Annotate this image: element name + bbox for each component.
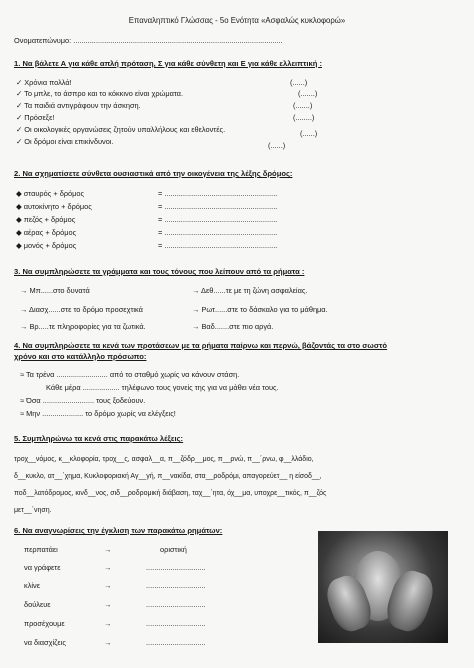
section-6-heading: 6. Να αναγνωρίσεις την έγκλιση των παρακάτω ρημάτων: — [14, 526, 223, 535]
s4-item: ≈ Όσα ......................... τους ξοδεύουν. — [20, 396, 146, 405]
s1-item: ✓ Οι δρόμοι είναι επικίνδυνοι. — [16, 137, 114, 146]
section-1-heading: 1. Να βάλετε Α για κάθε απλή πρόταση, Σ για κάθε σύνθετη και Ε για κάθε ελλειπτική : — [14, 59, 322, 68]
s6-verb: να γράφετε — [24, 563, 61, 572]
worksheet-title: Επαναληπτικό Γλώσσας - 5ο Ενότητα «Ασφαλώς κυκλοφορώ» — [128, 16, 346, 25]
name-line: Ονοματεπώνυμο: ...................................................................................................... — [14, 36, 283, 45]
s3-right: → Ρωτ......στε το δάσκαλο για το μάθημα. — [192, 305, 328, 314]
s6-verb: περπατάει — [24, 545, 58, 554]
s6-verb: να διασχίζεις — [24, 638, 66, 647]
s6-verb: δούλευε — [24, 600, 51, 609]
s5-line: δ__κυκλο, ατ__΄χημα, Κυκλοφοριακή Αγ__γή, π__νακίδα, στα__ροδρόμι, απαγορεύετ__ η είσοδ__, — [14, 473, 322, 480]
s2-item: ◆ μονός + δρόμος — [16, 241, 77, 250]
s2-answer: = ....................................................... — [158, 241, 278, 250]
s1-item: ✓ Το μπλε, το άσπρο και το κόκκινο είναι χρώματα. — [16, 89, 183, 98]
s1-blank: (........) — [293, 113, 315, 122]
s6-answer: ............................. — [146, 581, 206, 590]
distressed-person-photo — [318, 531, 448, 643]
s3-left: → Βρ.....τε πληροφορίες για τα ζωτικά. — [20, 322, 146, 331]
s6-answer: ............................. — [146, 600, 206, 609]
s6-arrow: → — [104, 619, 112, 628]
s2-item: ◆ πεζός + δρόμος — [16, 215, 76, 224]
s1-item: ✓ Πρόσεξε! — [16, 113, 55, 122]
s6-answer: ............................. — [146, 563, 206, 572]
s5-line: τροχ__νόμος, κ__κλοφορία, τροχ__ς, ασφαλ__α, π__ζόδρ__μος, π__ρνώ, π__΄ρνω, φ__λλάδιο, — [14, 456, 314, 463]
s6-arrow: → — [104, 581, 112, 590]
s3-right: → Βαδ.......στε πιο αργά. — [192, 322, 274, 331]
s2-item: ◆ αέρας + δρόμος — [16, 228, 77, 237]
s6-arrow: → — [104, 545, 112, 554]
s1-item: ✓ Τα παιδιά αντιγράφουν την άσκηση. — [16, 101, 141, 110]
s3-left: → Διασχ......στε το δρόμο προσεχτικά — [20, 305, 143, 314]
s3-right: → Δεθ......τε με τη ζώνη ασφαλείας. — [192, 286, 308, 295]
s1-blank: (......) — [290, 78, 308, 87]
s4-item: Κάθε μέρα .................. τηλέφωνο τους γονείς της για να μάθει νέα τους. — [46, 383, 279, 392]
s6-arrow: → — [104, 600, 112, 609]
s2-answer: = ....................................................... — [158, 215, 278, 224]
s1-item: ✓ Οι οικολογικές οργανώσεις ζητούν υπαλλήλους και εθελοντές. — [16, 125, 226, 134]
section-4-heading: 4. Να συμπληρώσετε τα κενά των προτάσεων με τα ρήματα παίρνω και περνώ, βάζοντάς τα στο σωστό — [14, 341, 388, 350]
s6-answer: ............................. — [146, 619, 206, 628]
s3-left: → Μπ......στο δυνατά — [20, 286, 90, 295]
s1-blank: (.......) — [293, 101, 313, 110]
s2-answer: = ....................................................... — [158, 202, 278, 211]
s2-answer: = ....................................................... — [158, 189, 278, 198]
s6-answer: ............................. — [146, 638, 206, 647]
s1-blank: (.......) — [298, 89, 318, 98]
s2-answer: = ....................................................... — [158, 228, 278, 237]
s6-arrow: → — [104, 638, 112, 647]
s4-item: ≈ Μην .................... το δρόμο χωρίς να ελέγξεις! — [20, 409, 176, 418]
s5-line: ποδ__λατόδρομος, κινδ__νος, σιδ__ροδρομική διάβαση, ταχ__΄ητα, όχ__μα, υποχρε__τικός, π__ζός — [14, 490, 327, 497]
s5-line: μετ__΄νηση. — [14, 507, 52, 514]
s2-item: ◆ αυτοκίνητο + δρόμος — [16, 202, 92, 211]
s6-arrow: → — [104, 563, 112, 572]
s2-item: ◆ σταυρός + δρόμος — [16, 189, 85, 198]
s6-verb: προσέχουμε — [24, 619, 65, 628]
s4-item: ≈ Τα τρένα ......................... από το σταθμό χωρίς να κάνουν στάση. — [20, 370, 240, 379]
s6-verb: κλίνε — [24, 581, 41, 590]
s1-item: ✓ Χρόνια πολλά! — [16, 78, 72, 87]
section-3-heading: 3. Να συμπληρώσετε τα γράμματα και τους τόνους που λείπουν από τα ρήματα : — [14, 267, 305, 276]
section-2-heading: 2. Να σχηματίσετε σύνθετα ουσιαστικά από την οικογένεια της λέξης δρόμος: — [14, 169, 293, 178]
section-5-heading: 5. Συμπληρώνω τα κενά στις παρακάτω λέξεις: — [14, 434, 184, 443]
s6-answer: οριστική — [160, 545, 187, 554]
section-4-heading-cont: χρόνο και στο κατάλληλο πρόσωπο: — [14, 352, 147, 361]
s1-blank: (......) — [300, 129, 318, 138]
s1-blank: (......) — [268, 141, 286, 150]
